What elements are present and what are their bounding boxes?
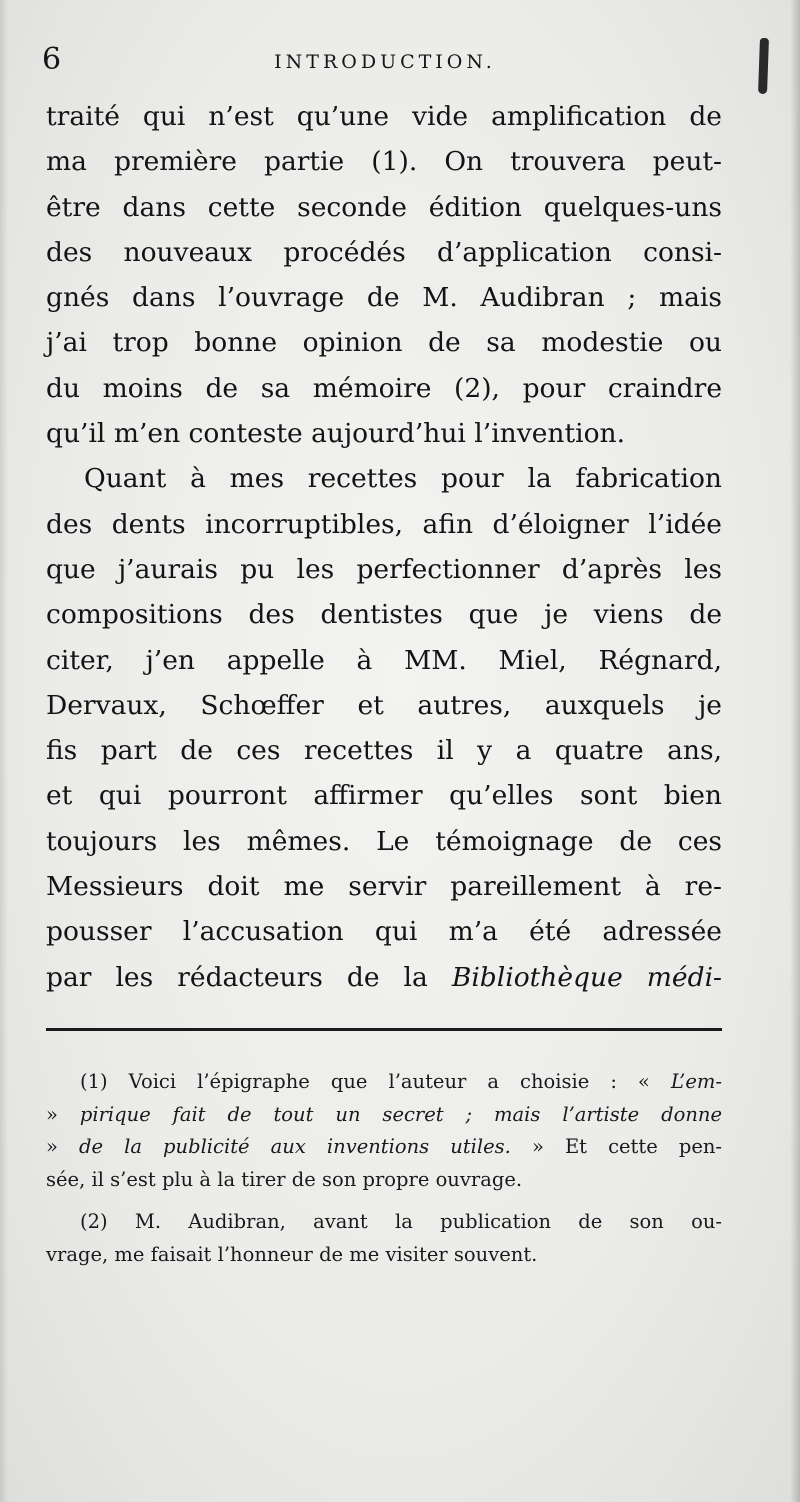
page-header [40, 42, 730, 82]
text-segment: » [46, 1102, 80, 1126]
page-left-shadow [0, 0, 8, 1502]
italic-title-segment: Bibliothèque médi- [451, 961, 722, 993]
text-line: Quant à mes recettes pour la fabrication [84, 463, 722, 495]
footnote-line: vrage, me faisait l’honneur de me visiter souvent. [46, 1242, 538, 1266]
text-line: Messieurs doit me servir pareillement à re- [46, 871, 722, 903]
running-title: INTRODUCTION. [274, 51, 496, 73]
text-line-last [46, 955, 722, 1000]
footnote-line [46, 1131, 722, 1164]
text-line: Dervaux, Schœffer et autres, auxquels je [46, 689, 722, 721]
text-line: ma première partie (1). On trouvera peut- [46, 146, 722, 178]
paragraph-1 [46, 94, 722, 456]
italic-segment: pirique fait de tout un secret ; mais l’artiste donne [79, 1102, 722, 1126]
page-number: 6 [42, 42, 62, 77]
footnote-separator-rule [46, 1028, 722, 1031]
footnote-line: (2) M. Audibran, avant la publication de son ou- [80, 1210, 722, 1233]
body-text [46, 94, 722, 1000]
text-line: et qui pourront affirmer qu’elles sont bien [46, 780, 722, 812]
footnote-line [46, 1066, 722, 1099]
text-segment: par les rédacteurs de la [46, 961, 452, 993]
text-line: pousser l’accusation qui m’a été adressée [46, 916, 722, 948]
text-line: citer, j’en appelle à MM. Miel, Régnard, [46, 644, 722, 676]
text-line: qu’il m’en conteste aujourd’hui l’invention. [46, 418, 626, 450]
footnote-2 [46, 1206, 722, 1271]
text-line: des nouveaux procédés d’application consi- [46, 236, 722, 268]
text-line: traité qui n’est qu’une vide amplification de [46, 101, 722, 132]
text-line: compositions des dentistes que je viens de [46, 599, 722, 631]
italic-segment: de la publicité aux inventions utiles. [79, 1135, 511, 1158]
ink-blot-mark [758, 38, 769, 94]
footnotes [46, 1066, 722, 1271]
page-right-shadow [790, 0, 800, 1502]
paragraph-2 [46, 456, 722, 1000]
text-line: être dans cette seconde édition quelques-uns [46, 191, 722, 223]
text-line: j’ai trop bonne opinion de sa modestie ou [46, 327, 722, 359]
text-line: que j’aurais pu les perfectionner d’après les [46, 553, 722, 585]
text-line: toujours les mêmes. Le témoignage de ces [46, 825, 722, 857]
text-segment: » [46, 1135, 80, 1158]
text-line: des dents incorruptibles, afin d’éloigner l’idée [46, 508, 722, 540]
text-segment: » Et cette pen- [510, 1135, 723, 1158]
text-line: gnés dans l’ouvrage de M. Audibran ; mais [46, 282, 722, 314]
footnote-gap [46, 1196, 722, 1206]
footnote-line: sée, il s’est plu à la tirer de son propre ouvrage. [46, 1167, 523, 1191]
text-line: fis part de ces recettes il y a quatre ans, [46, 735, 722, 767]
italic-segment: L’em- [670, 1070, 722, 1093]
text-line: du moins de sa mémoire (2), pour craindre [46, 372, 722, 404]
footnote-1 [46, 1066, 722, 1196]
footnote-line [46, 1099, 722, 1132]
text-segment: (1) Voici l’épigraphe que l’auteur a choisie : « [80, 1070, 671, 1093]
